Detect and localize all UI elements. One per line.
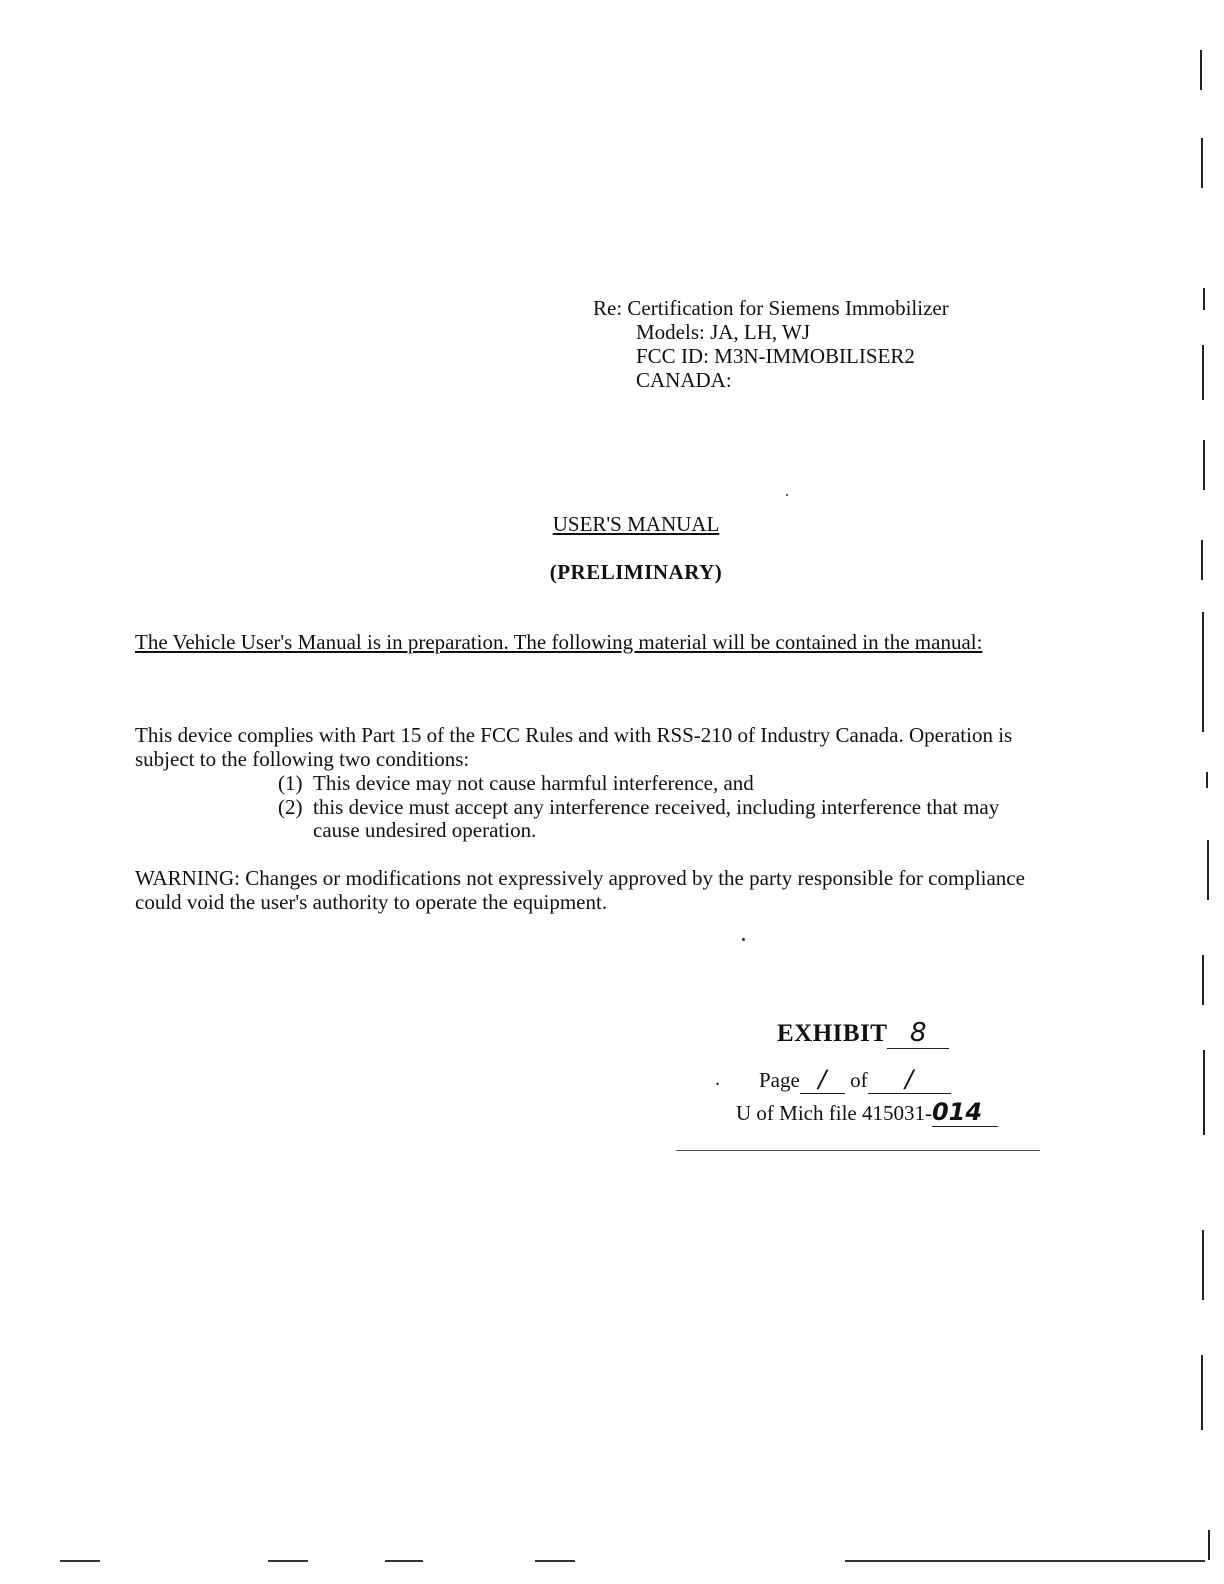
scan-bottom-mark	[268, 1560, 308, 1562]
exhibit-number: 8	[909, 1018, 927, 1048]
of-number: /	[905, 1065, 914, 1093]
condition-number: (2)	[278, 794, 303, 819]
of-label: of	[850, 1068, 868, 1092]
intro-paragraph: The Vehicle User's Manual is in preparation. The following material will be contained in the manual:	[135, 630, 983, 654]
exhibit-label: EXHIBIT	[777, 1020, 888, 1047]
condition-text: this device must accept any interference received, including interference that may cause undesired operation.	[313, 794, 1000, 842]
compliance-paragraph: This device complies with Part 15 of the FCC Rules and with RSS-210 of Industry Canada. Operation is subject to the following two conditions:	[135, 723, 1013, 771]
page-label: Page	[759, 1068, 800, 1092]
re-subject: Re: Certification for Siemens Immobilizer	[593, 296, 949, 320]
conditions-list	[278, 772, 1018, 843]
scan-speck	[786, 494, 788, 496]
page-count-line	[759, 1065, 951, 1094]
scan-edge-mark	[1201, 138, 1203, 188]
file-label: U of Mich file 415031-	[736, 1101, 932, 1125]
condition-item	[278, 772, 1018, 796]
page-subtitle: (PRELIMINARY)	[549, 560, 723, 584]
scan-speck	[742, 938, 745, 941]
scan-edge-mark	[1201, 540, 1203, 580]
scan-edge-mark	[1202, 1230, 1204, 1300]
re-block	[593, 296, 949, 392]
scan-dot: .	[715, 1068, 720, 1090]
scan-edge-mark	[1202, 345, 1204, 400]
scan-edge-mark	[1202, 612, 1204, 732]
scan-edge-mark	[1203, 440, 1205, 490]
scan-edge-mark	[1203, 288, 1205, 310]
scan-edge-mark	[1207, 840, 1209, 900]
scan-edge-mark	[1206, 772, 1208, 788]
exhibit-stamp	[777, 1018, 949, 1049]
scan-edge-mark	[1200, 50, 1202, 90]
scan-bottom-mark	[60, 1560, 100, 1562]
scan-edge-mark	[1202, 955, 1204, 1005]
file-suffix: 014	[931, 1098, 983, 1126]
scan-edge-mark	[1203, 1050, 1205, 1135]
condition-number: (1)	[278, 771, 303, 795]
scan-edge-mark	[1208, 1530, 1210, 1560]
stamp-rule	[676, 1150, 1040, 1151]
scan-edge-mark	[1201, 1355, 1203, 1430]
re-models: Models: JA, LH, WJ	[636, 320, 811, 344]
scan-bottom-mark	[845, 1560, 1205, 1562]
file-number-line	[736, 1098, 998, 1127]
page-title: USER'S MANUAL	[552, 512, 720, 536]
condition-item	[278, 796, 1018, 843]
re-canada: CANADA:	[636, 368, 732, 392]
warning-paragraph: WARNING: Changes or modifications not expressively approved by the party responsible for compliance could void the user's authority to operate the equipment.	[135, 866, 1025, 914]
scan-bottom-mark	[535, 1560, 575, 1562]
page-number: /	[818, 1065, 827, 1093]
condition-text: This device may not cause harmful interference, and	[313, 771, 754, 795]
scan-bottom-mark	[385, 1560, 423, 1562]
re-fcc-id: FCC ID: M3N-IMMOBILISER2	[636, 344, 915, 368]
